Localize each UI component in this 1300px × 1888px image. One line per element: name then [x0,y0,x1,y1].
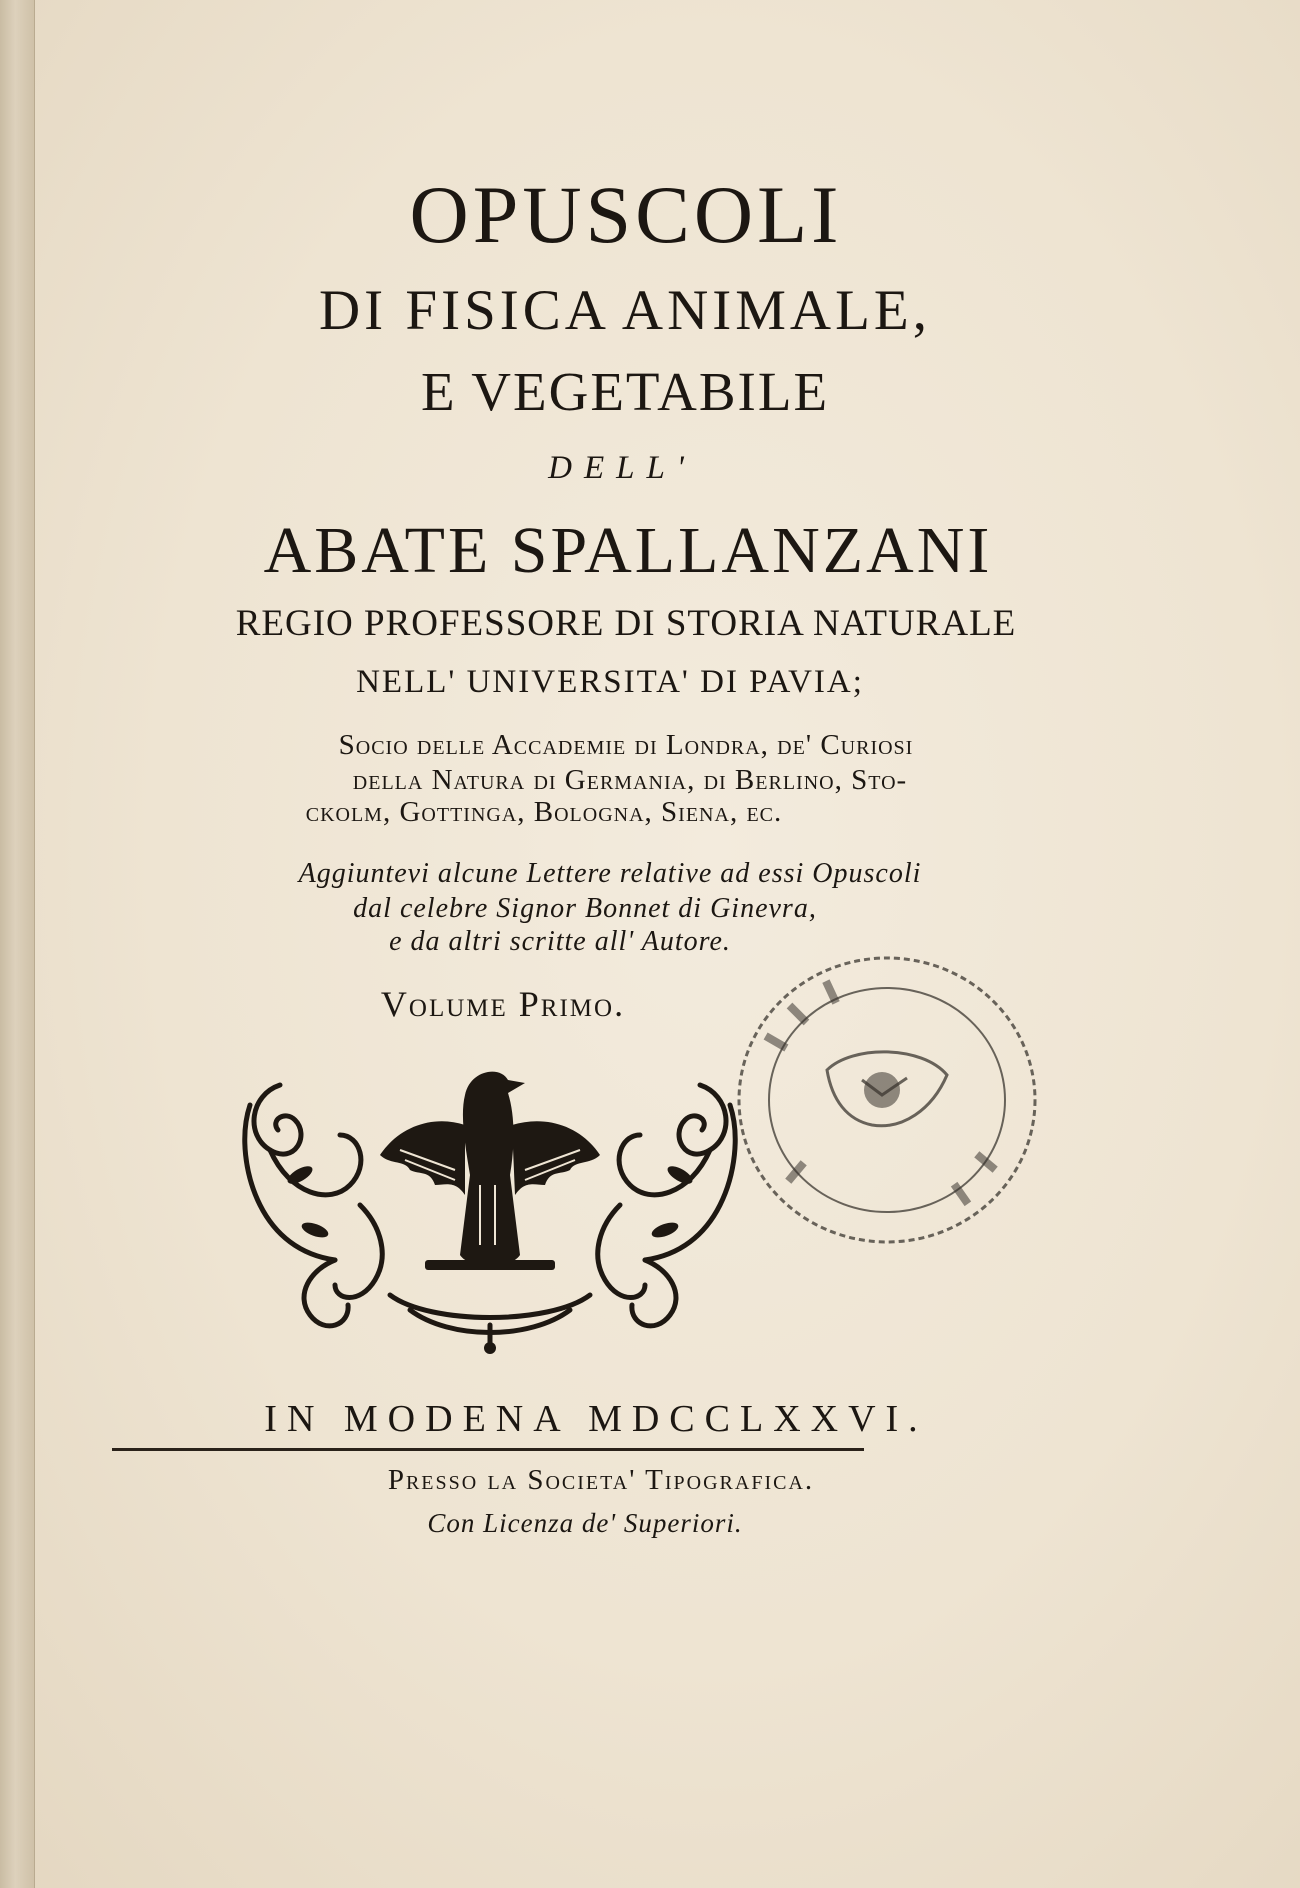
title-subtitle-2: E VEGETABILE [420,361,830,422]
membership-line-2: della Natura di Germania, di Berlino, Sto- [352,764,908,796]
membership-line-1: Socio delle Accademie di Londra, de' Curiosi [338,729,914,761]
additions-line-1: Aggiuntevi alcune Lettere relative ad essi Opuscoli [298,858,922,889]
title-main: OPUSCOLI [409,169,843,260]
author-role-2: NELL' UNIVERSITA' DI PAVIA; [356,664,864,700]
imprint-place-date: IN MODENA MDCCLXXVI. [264,1398,928,1440]
library-stamp-icon [732,950,1042,1250]
eagle-ornament-icon [240,1055,740,1355]
additions-line-3: e da altri scritte all' Autore. [389,926,731,957]
membership-line-3: ckolm, Gottinga, Bologna, Siena, ec. [305,796,783,828]
volume-label: Volume Primo. [380,984,626,1024]
title-dell: DELL' [548,450,696,486]
imprint-printer: Presso la Societa' Tipografica. [387,1464,815,1496]
author-name: ABATE SPALLANZANI [263,514,993,587]
title-subtitle-1: DI FISICA ANIMALE, [319,279,931,342]
additions-line-2: dal celebre Signor Bonnet di Ginevra, [353,893,817,924]
author-role-1: REGIO PROFESSORE DI STORIA NATURALE [235,603,1017,644]
imprint-rule [112,1448,864,1451]
imprint-licence: Con Licenza de' Superiori. [427,1508,743,1538]
